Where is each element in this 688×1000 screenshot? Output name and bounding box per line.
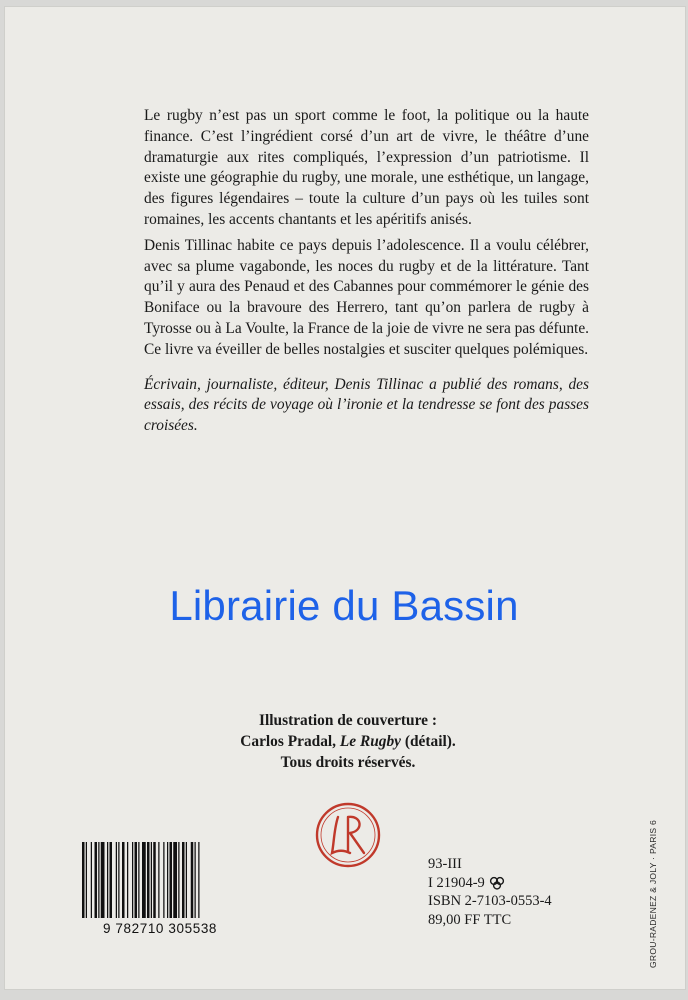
credits-artist: Carlos Pradal, bbox=[240, 733, 340, 750]
credits-line-1: Illustration de couverture : bbox=[259, 712, 437, 729]
cover-credits bbox=[4, 710, 688, 773]
credits-line-2 bbox=[4, 731, 688, 752]
author-bio: Écrivain, journaliste, éditeur, Denis Tillinac a publié des romans, des essais, des récits de voyage où l’ironie et la tendresse se font des passes croisées. bbox=[144, 375, 589, 435]
blurb-paragraph-2: Denis Tillinac habite ce pays depuis l’adolescence. Il a voulu célébrer, avec sa plume vagabonde, les noces du rugby et de la littérature. Tant qu’il y aura des Penaud et des Cabannes pour commémorer le génie des Boniface ou la bravoure des Herrero, tant qu’on parlera de rugby à Tyrosse ou à La Voulte, la France de la joie de vivre ne sera pas défunte. Ce livre va éveiller de belles nostalgies et susciter quelques polémiques. bbox=[144, 236, 589, 358]
publisher-logo-icon bbox=[312, 799, 384, 871]
price: 89,00 FF TTC bbox=[428, 911, 512, 928]
bookstore-watermark: Librairie du Bassin bbox=[169, 582, 519, 629]
credits-artwork-title: Le Rugby bbox=[339, 733, 402, 750]
credits-line-3: Tous droits réservés. bbox=[280, 754, 416, 771]
catalog-code: 93-III bbox=[428, 856, 462, 872]
credits-detail: (détail). bbox=[401, 733, 456, 750]
edition-code: I 21904-9 bbox=[428, 874, 485, 891]
printer-credit: GROU-RADENEZ & JOLY · PARIS 6 bbox=[648, 819, 658, 968]
isbn-block bbox=[428, 855, 552, 929]
knot-icon bbox=[489, 876, 505, 890]
barcode-number: 9 782710 305538 bbox=[102, 921, 218, 936]
edition-code-row bbox=[428, 874, 552, 893]
barcode-icon bbox=[82, 842, 236, 928]
blurb-text bbox=[144, 106, 589, 442]
isbn-number: ISBN 2-7103-0553-4 bbox=[428, 893, 552, 909]
blurb-paragraph-1: Le rugby n’est pas un sport comme le foot, la politique ou la haute finance. C’est l’ingrédient corsé d’un art de vivre, le théâtre d’une dramaturgie aux rites compliqués, l’expression d’un patriotisme. Il existe une géographie du rugby, une morale, une esthétique, un langage, des figures légendaires – toute la culture d’un pays où les tuiles sont romaines, les accents chantants et les apéritifs anisés. bbox=[144, 107, 589, 228]
